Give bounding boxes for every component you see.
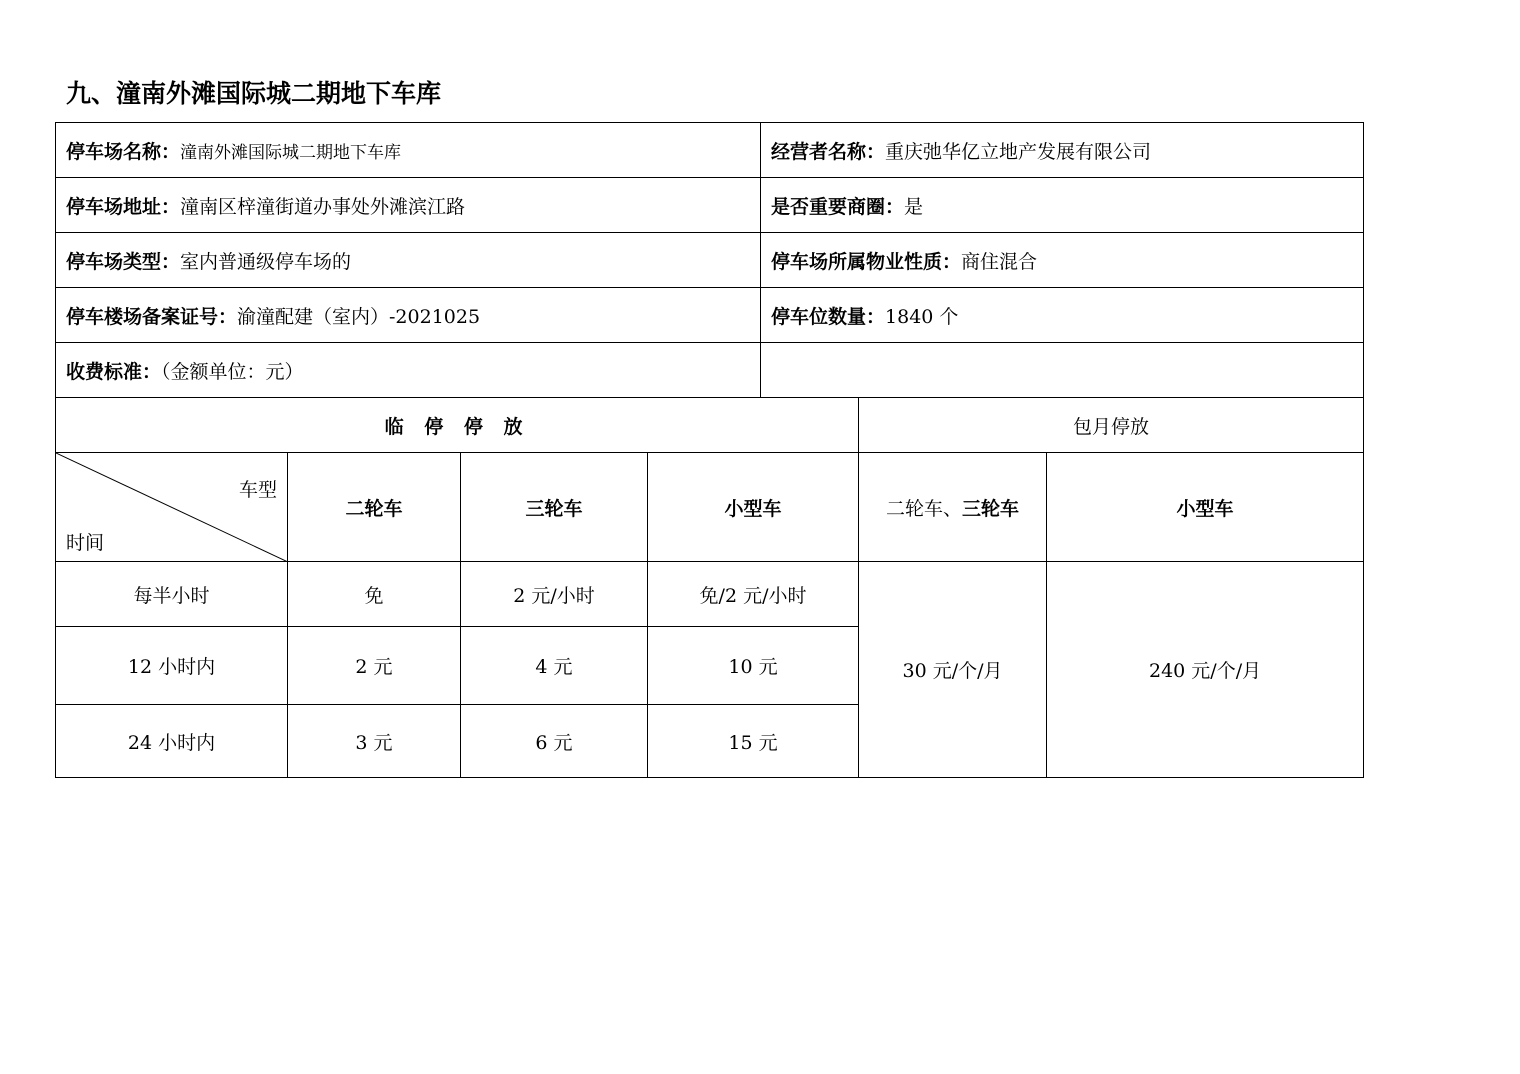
business-district-label: 是否重要商圈： [771,195,905,218]
property-nature-value: 商住混合 [961,250,1038,273]
col-small-car: 小型车 [648,453,859,562]
time-cell: 24 小时内 [56,705,288,778]
fee-cell: 2 元/小时 [461,562,648,627]
fee-cell: 4 元 [461,627,648,705]
info-cell-empty [761,343,1364,398]
temporary-parking-header: 临 停 停 放 [56,398,859,453]
table-row [56,562,1364,627]
vehicle-type-label: 车型 [238,479,277,501]
fee-cell: 免/2 元/小时 [648,562,859,627]
col-monthly-small-car: 小型车 [1047,453,1364,562]
operator-label: 经营者名称： [771,140,886,163]
col-monthly-two-prefix: 二轮车、 [886,497,963,520]
fee-standard-label: 收费标准： [66,360,162,383]
col-two-wheel: 二轮车 [288,453,461,562]
property-nature-label: 停车场所属物业性质： [771,250,962,273]
time-cell: 每半小时 [56,562,288,627]
business-district-value: 是 [904,195,924,218]
space-count-value: 1840 个 [885,305,959,328]
col-three-wheel: 三轮车 [461,453,648,562]
record-number-label: 停车楼场备案证号： [66,305,238,328]
operator-value: 重庆弛华亿立地产发展有限公司 [885,140,1152,163]
diagonal-header-cell [56,453,288,562]
info-cell-business [761,178,1364,233]
fee-cell: 10 元 [648,627,859,705]
col-monthly-three-bold: 三轮车 [962,497,1020,520]
col-monthly-two-three [859,453,1047,562]
fee-standard-value: （金额单位：元） [161,360,304,383]
monthly-small-car-fee: 240 元/个/月 [1047,562,1364,778]
time-cell: 12 小时内 [56,627,288,705]
time-label: 时间 [66,532,105,554]
fee-cell: 6 元 [461,705,648,778]
space-count-label: 停车位数量： [771,305,886,328]
fee-cell: 15 元 [648,705,859,778]
monthly-parking-header: 包月停放 [859,398,1364,453]
info-cell-operator [761,123,1364,178]
info-cell-name [56,123,761,178]
parking-name-value: 潼南外滩国际城二期地下车库 [180,142,402,163]
info-row [56,123,1364,178]
address-label: 停车场地址： [66,195,181,218]
parking-info-table [55,122,1364,398]
parking-name-label: 停车场名称： [66,140,181,163]
info-row [56,233,1364,288]
info-cell-property [761,233,1364,288]
monthly-two-three-fee: 30 元/个/月 [859,562,1047,778]
info-cell-address [56,178,761,233]
parking-type-label: 停车场类型： [66,250,181,273]
fee-group-header-row [56,398,1364,453]
fee-cell: 免 [288,562,461,627]
info-cell-fee [56,343,761,398]
fee-column-header-row [56,453,1364,562]
info-cell-type [56,233,761,288]
info-row [56,288,1364,343]
fee-cell: 3 元 [288,705,461,778]
info-row [56,178,1364,233]
record-number-value: 渝潼配建（室内）-2021025 [237,305,481,328]
fee-cell: 2 元 [288,627,461,705]
page-title: 九、潼南外滩国际城二期地下车库 [66,79,442,108]
info-cell-record [56,288,761,343]
info-cell-spaces [761,288,1364,343]
fee-table [55,397,1364,778]
parking-type-value: 室内普通级停车场的 [180,250,352,273]
info-row [56,343,1364,398]
address-value: 潼南区梓潼街道办事处外滩滨江路 [180,195,466,218]
